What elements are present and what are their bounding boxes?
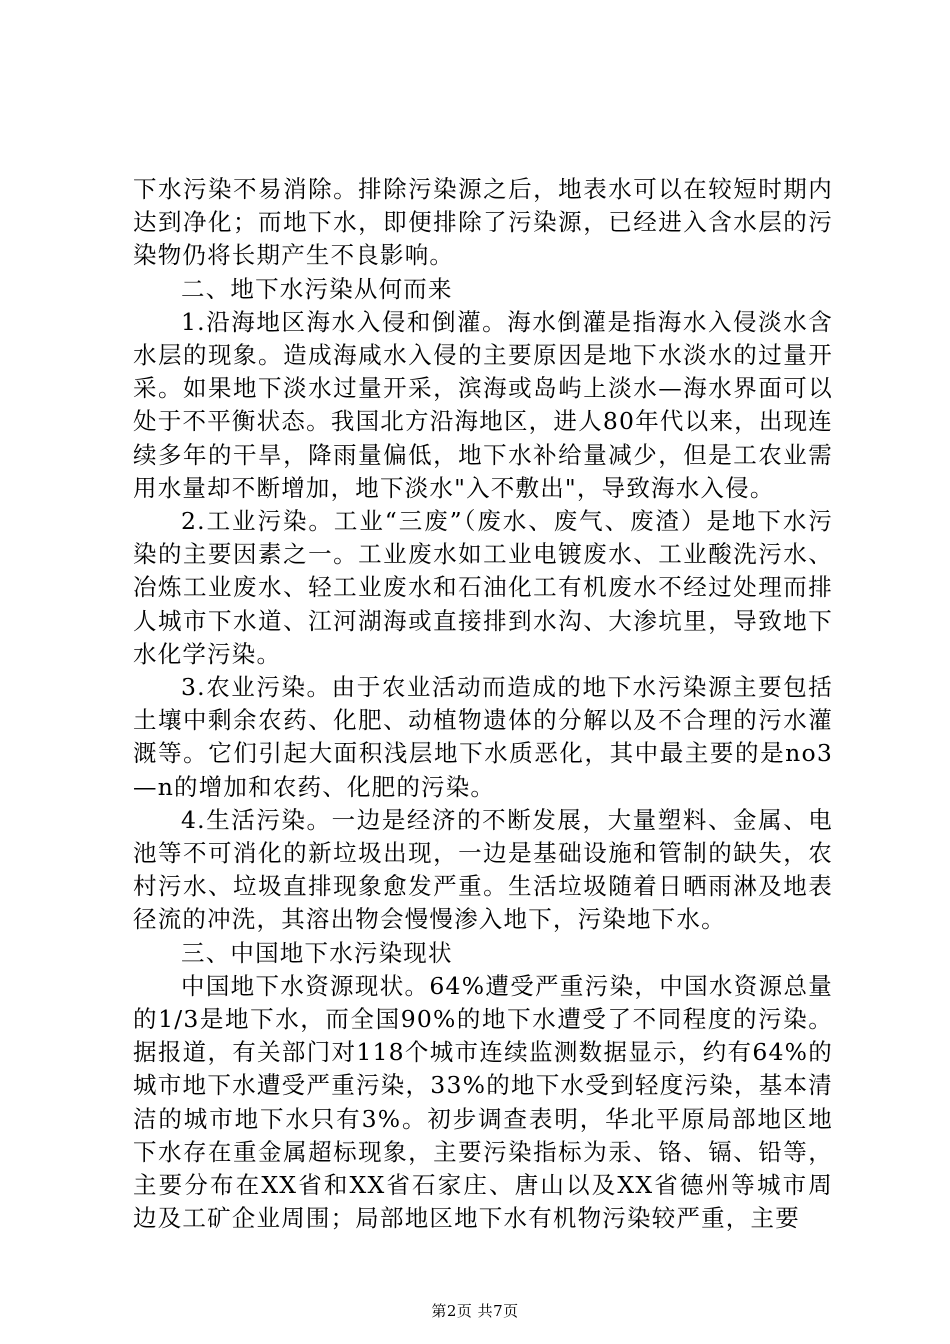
paragraph-groundwater-status: 中国地下水资源现状。64%遭受严重污染，中国水资源总量的1/3是地下水，而全国90%的地下水遭受了不同程度的污染。据报道，有关部门对118个城市连续监测数据显示，约有64%的城市地下水遭受严重污染，33%的地下水受到轻度污染，基本清洁的城市地下水只有3%。初步调查表明，华北平原局部地区地下水存在重金属超标现象，主要污染指标为汞、铬、镉、铅等，主要分布在XX省和XX省石家庄、唐山以及XX省德州等城市周边及工矿企业周围；局部地区地下水有机物污染较严重，主要 — [133, 971, 833, 1233]
section-heading-3: 三、中国地下水污染现状 — [181, 938, 453, 967]
page-footer: 第2页 共7页 — [431, 1302, 519, 1320]
document-body — [133, 173, 833, 1236]
paragraph-agricultural-pollution: 3.农业污染。由于农业活动而造成的地下水污染源主要包括土壤中剩余农药、化肥、动植物遗体的分解以及不合理的污水灌溉等。它们引起大面积浅层地下水质恶化，其中最主要的是no3—n的增加和农药、化肥的污染。 — [133, 673, 833, 801]
paragraph-industrial-pollution: 2.工业污染。工业“三废”（废水、废气、废渣）是地下水污染的主要因素之一。工业废水如工业电镀废水、工业酸洗污水、冶炼工业废水、轻工业废水和石油化工有机废水不经过处理而排人城市下水道、江河湖海或直接排到水沟、大渗坑里，导致地下水化学污染。 — [133, 507, 833, 668]
paragraph-domestic-pollution: 4.生活污染。一边是经济的不断发展，大量塑料、金属、电池等不可消化的新垃圾出现，一边是基础设施和管制的缺失，农村污水、垃圾直排现象愈发严重。生活垃圾随着日晒雨淋及地表径流的冲洗，其溶出物会慢慢渗入地下，污染地下水。 — [133, 805, 833, 934]
paragraph-seawater-intrusion: 1.沿海地区海水入侵和倒灌。海水倒灌是指海水入侵淡水含水层的现象。造成海咸水入侵的主要原因是地下水淡水的过量开采。如果地下淡水过量开采，滨海或岛屿上淡水—海水界面可以处于不平衡状态。我国北方沿海地区，进人80年代以来，出现连续多年的干旱，降雨量偏低，地下水补给量减少，但是工农业需用水量却不断增加，地下淡水"入不敷出"，导致海水入侵。 — [133, 307, 833, 502]
paragraph-continuation: 下水污染不易消除。排除污染源之后，地表水可以在较短时期内达到净化；而地下水，即便排除了污染源，已经进入含水层的污染物仍将长期产生不良影响。 — [133, 175, 833, 270]
section-heading-2: 二、地下水污染从何而来 — [181, 274, 453, 303]
